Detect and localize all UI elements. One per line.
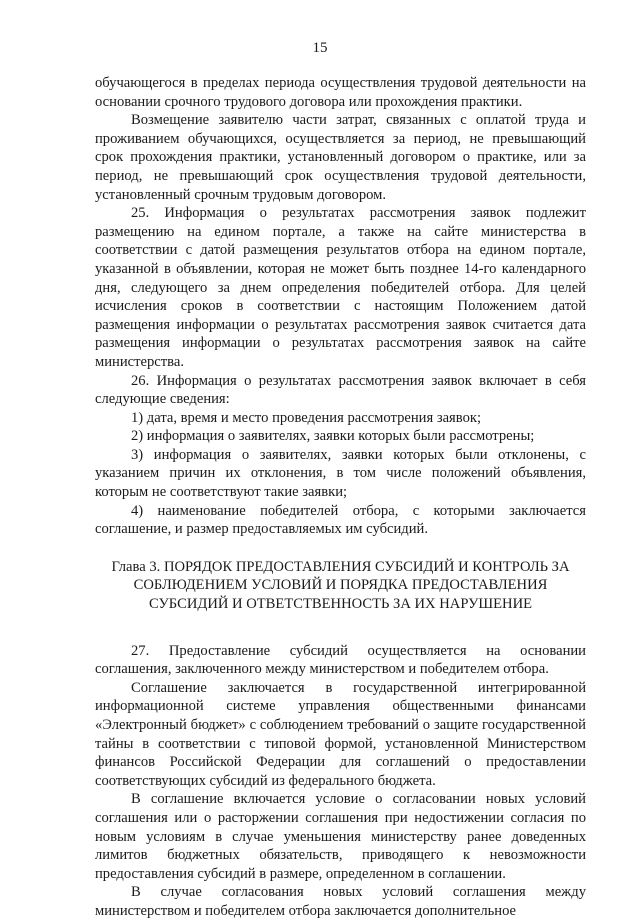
paragraph: Возмещение заявителю части затрат, связанных с оплатой труда и проживанием обучающихся, осуществляется за период, не превышающий срок прохождения практики, установленный договором о практике, или за период, не превышающий срок осуществления трудовой деятельности, установленный срочным трудовым договором. (95, 112, 586, 203)
page-number: 15 (312, 40, 328, 56)
paragraph: 27. Предоставление субсидий осуществляется на основании соглашения, заключенного между министерством и победителем отбора. (95, 642, 586, 678)
paragraph: 1) дата, время и место проведения рассмотрения заявок; (131, 409, 482, 426)
paragraph: В соглашение включается условие о согласовании новых условий соглашения или о расторжении соглашения при недостижении согласия по новым условиям в случае уменьшения министерству ранее доведенных лимитов бюджетных обязательств, приводящего к невозможности предоставления субсидий в размере, определенном в соглашении. (95, 791, 586, 882)
paragraph: 2) информация о заявителях, заявки которых были рассмотрены; (131, 428, 535, 445)
chapter-heading: Глава 3. ПОРЯДОК ПРЕДОСТАВЛЕНИЯ СУБСИДИЙ И КОНТРОЛЬ ЗА СОБЛЮДЕНИЕМ УСЛОВИЙ И ПОРЯДКА ПРЕДОСТАВЛЕНИЯ СУБСИДИЙ И ОТВЕТСТВЕННОСТЬ ЗА ИХ НАРУШЕНИЕ (111, 558, 570, 613)
paragraph: 26. Информация о результатах рассмотрения заявок включает в себя следующие сведения: (95, 372, 586, 408)
document-body (95, 74, 586, 921)
paragraph: 3) информация о заявителях, заявки которых были отклонены, с указанием причин их отклонения, в том числе положений объявления, которым не соответствуют такие заявки; (95, 446, 586, 501)
paragraph: обучающегося в пределах периода осуществления трудовой деятельности на основании срочного трудового договора или прохождения практики. (95, 75, 586, 110)
paragraphs-bottom (95, 642, 586, 921)
paragraph: 25. Информация о результатах рассмотрения заявок подлежит размещению на едином портале, а также на сайте министерства в соответствии с датой размещения результатов отбора на едином портале, указанной в объявлении, которая не может быть позднее 14-го календарного дня, следующего за днем определения победителей отбора. Для целей исчисления сроков в соответствии с настоящим Положением датой размещения информации о результатах рассмотрения заявок считается дата размещения информации о результатах рассмотрения заявок на сайте министерства. (95, 205, 586, 370)
paragraph: В случае согласования новых условий соглашения между министерством и победителем отбора заключается дополнительное (95, 884, 586, 919)
paragraph: Соглашение заключается в государственной интегрированной информационной системе управления общественными финансами «Электронный бюджет» с соблюдением требований о защите государственной тайны в соответствии с типовой формой, установленной Министерством финансов Российской Федерации для соглашений о предоставлении соответствующих субсидий из федерального бюджета. (95, 679, 586, 789)
paragraphs-top (95, 74, 586, 539)
paragraph: 4) наименование победителей отбора, с которыми заключается соглашение, и размер предоставляемых им субсидий. (95, 502, 586, 538)
